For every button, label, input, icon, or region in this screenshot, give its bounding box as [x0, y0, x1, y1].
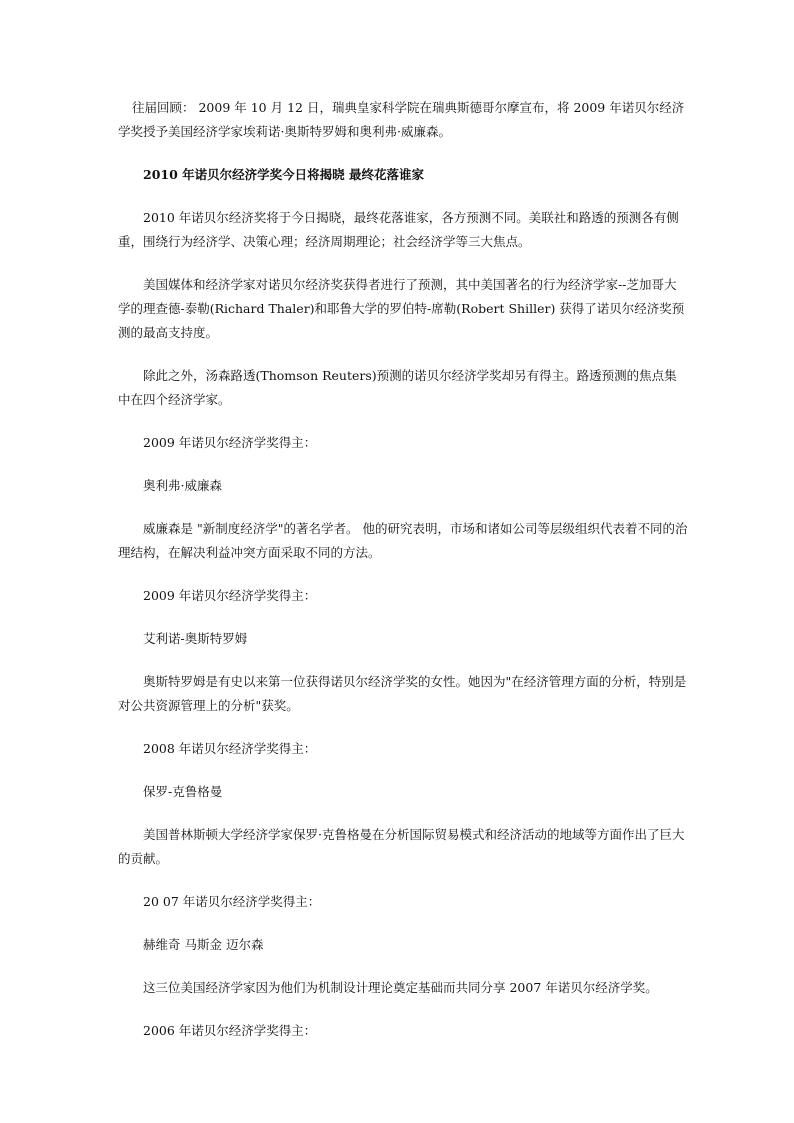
winner-name: 奥利弗·威廉森: [143, 478, 222, 493]
winner-description: 这三位美国经济学家因为他们为机制设计理论奠定基础而共同分享 2007 年诺贝尔经济学奖。: [143, 980, 658, 995]
winner-year-label: 2009 年诺贝尔经济学奖得主：: [143, 435, 317, 450]
winner-description: 美国普林斯顿大学经济学家保罗·克鲁格曼在分析国际贸易模式和经济活动的地域等方面作出了巨大的贡献。: [118, 827, 685, 866]
winner-year-label: 2008 年诺贝尔经济学奖得主：: [143, 741, 317, 756]
winner-year-label: 2009 年诺贝尔经济学奖得主：: [143, 588, 317, 603]
winner-description: 威廉森是 "新制度经济学"的著名学者。 他的研究表明，市场和诸如公司等层级组织代表着不同的治理结构，在解决利益冲突方面采取不同的方法。: [118, 521, 688, 560]
document-page: [118, 96, 688, 1062]
article-heading: 2010 年诺贝尔经济学奖今日将揭晓 最终花落谁家: [143, 167, 424, 182]
paragraph-reuters-prediction: 除此之外，汤森路透(Thomson Reuters)预测的诺贝尔经济学奖却另有得主。路透预测的焦点集中在四个经济学家。: [118, 368, 677, 407]
intro-paragraph: 往届回顾： 2009 年 10 月 12 日，瑞典皇家科学院在瑞典斯德哥尔摩宣布，将 2009 年诺贝尔经济学奖授予美国经济学家埃莉诺·奥斯特罗姆和奥利弗·威廉森。: [118, 100, 685, 139]
winner-name: 赫维奇 马斯金 迈尔森: [143, 937, 264, 952]
paragraph-forecast-overview: 2010 年诺贝尔经济奖将于今日揭晓，最终花落谁家，各方预测不同。美联社和路透的预测各有侧重，围绕行为经济学、决策心理；经济周期理论；社会经济学等三大焦点。: [118, 210, 679, 249]
winner-year-label: 2006 年诺贝尔经济学奖得主：: [143, 1023, 317, 1038]
winner-name: 艾利诺-奥斯特罗姆: [143, 631, 248, 646]
winner-year-label: 20 07 年诺贝尔经济学奖得主：: [143, 894, 321, 909]
winner-description: 奥斯特罗姆是有史以来第一位获得诺贝尔经济学奖的女性。她因为"在经济管理方面的分析，特别是对公共资源管理上的分析"获奖。: [118, 674, 687, 713]
paragraph-media-prediction: 美国媒体和经济学家对诺贝尔经济奖获得者进行了预测，其中美国著名的行为经济学家--芝加哥大学的理查德-泰勒(Richard Thaler)和耶鲁大学的罗伯特-席勒(Robert Shiller) 获得了诺贝尔经济奖预测的最高支持度。: [118, 277, 685, 340]
winner-name: 保罗-克鲁格曼: [143, 784, 223, 799]
